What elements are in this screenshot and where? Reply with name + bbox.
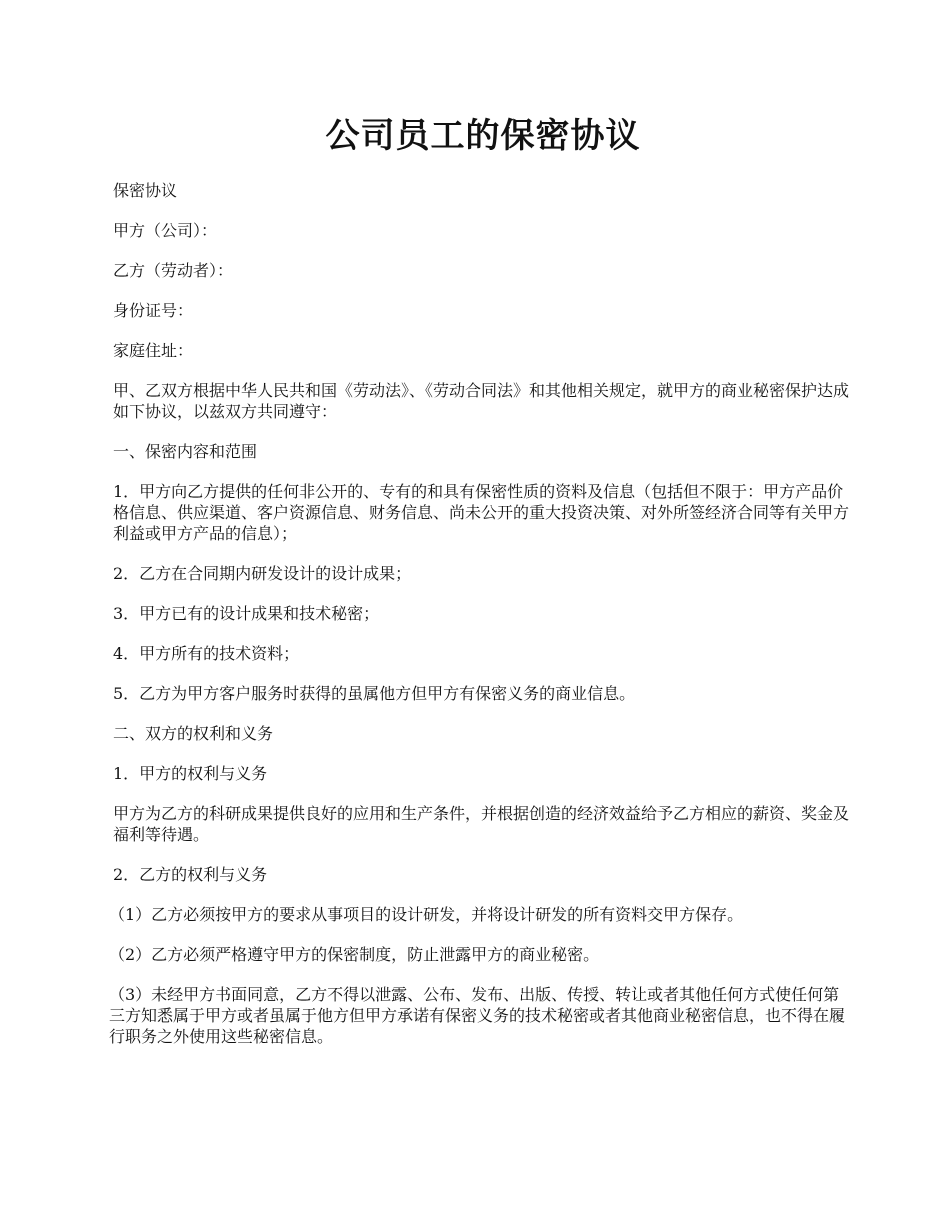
clause-1-5: 5．乙方为甲方客户服务时获得的虽属他方但甲方有保密义务的商业信息。	[113, 684, 636, 703]
preamble-paragraph: 甲、乙双方根据中华人民共和国《劳动法》、《劳动合同法》和其他相关规定，就甲方的商业秘密保护达成如下协议，以兹双方共同遵守：	[113, 381, 850, 421]
page-title: 公司员工的保密协议	[325, 116, 641, 156]
clause-1-1: 1．甲方向乙方提供的任何非公开的、专有的和具有保密性质的资料及信息（包括但不限于：甲方产品价格信息、供应渠道、客户资源信息、财务信息、尚未公开的重大投资决策、对外所签经济合同等有关甲方利益或甲方产品的信息）；	[113, 482, 850, 543]
party-b-line: 乙方（劳动者）：	[113, 261, 234, 280]
home-address-line: 家庭住址：	[113, 341, 194, 360]
clause-2-2-1: （1）乙方必须按甲方的要求从事项目的设计研发，并将设计研发的所有资料交甲方保存。	[109, 905, 744, 924]
clause-1-3: 3．甲方已有的设计成果和技术秘密；	[113, 604, 380, 623]
clause-2-2-3: （3）未经甲方书面同意，乙方不得以泄露、公布、发布、出版、传授、转让或者其他任何方式使任何第三方知悉属于甲方或者虽属于他方但甲方承诺有保密义务的技术秘密或者其他商业秘密信息，也不得在履行职务之外使用这些秘密信息。	[109, 985, 846, 1046]
clause-2-1-body: 甲方为乙方的科研成果提供良好的应用和生产条件，并根据创造的经济效益给予乙方相应的薪资、奖金及福利等待遇。	[113, 804, 850, 844]
party-a-line: 甲方（公司）：	[113, 221, 218, 240]
document-heading: 保密协议	[113, 181, 178, 200]
clause-1-2: 2．乙方在合同期内研发设计的设计成果；	[113, 564, 412, 583]
document-page	[109, 112, 853, 1066]
section-heading-1: 一、保密内容和范围	[113, 442, 258, 461]
id-number-line: 身份证号：	[113, 301, 194, 320]
clause-1-4: 4．甲方所有的技术资料；	[113, 644, 300, 663]
section-heading-2: 二、双方的权利和义务	[113, 724, 274, 743]
clause-2-2-2: （2）乙方必须严格遵守甲方的保密制度，防止泄露甲方的商业秘密。	[109, 945, 600, 964]
subsection-heading-2-1: 1．甲方的权利与义务	[113, 764, 268, 783]
subsection-heading-2-2: 2．乙方的权利与义务	[113, 865, 268, 884]
